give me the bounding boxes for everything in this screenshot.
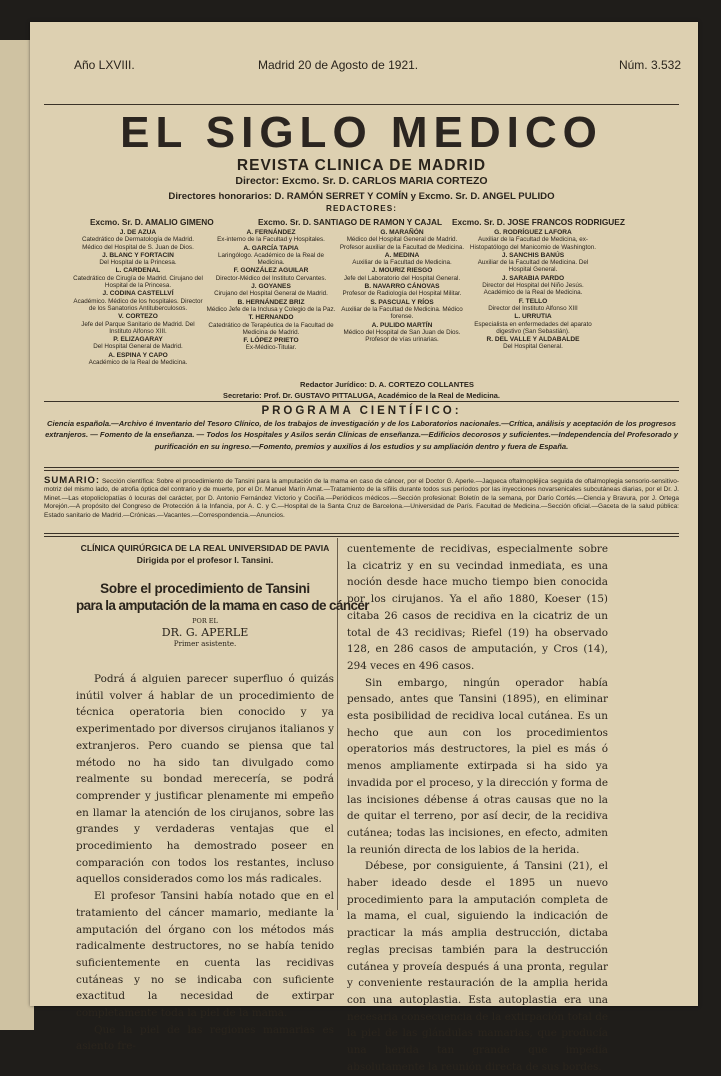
staff-name: G. MARAÑÓN (380, 229, 424, 236)
staff-name: F. LÓPEZ PRIETO (243, 337, 299, 345)
chief-editor-2: Excmo. Sr. D. SANTIAGO DE RAMON Y CAJAL (258, 217, 443, 227)
article-author-role: Primer asistente. (173, 639, 237, 648)
staff-description: Del Hospital General. (503, 343, 563, 351)
staff-name: T. HERNANDO (248, 314, 294, 322)
programa-rule-bottom (44, 470, 679, 471)
staff-name: J. SANCHIS BANÚS (501, 251, 565, 259)
staff-description: Auxiliar de la Facultad de Medicina. (352, 259, 452, 267)
programa-rule-top (44, 467, 679, 468)
issue-number: Núm. 3.532 (618, 58, 681, 72)
paragraph: Débese, por consiguiente, á Tansini (21), el haber ideado desde el 1895 un nuevo procedimiento para la amputación completa de la mama, el cual, siguiendo la indicación de practicar la más amplia destrucción, dictaba reglas precisas también para la destrucción cutánea y proveía después á una pronta, regular y conveniente restauración de la amplia herida con una autoplastia. Esta autoplastia era una necesaria consecuencia de la extirpación total de la piel de las glándulas mamarias, que producía una herida tan grande que impedía absolutamente la reunión directa de sus bordes. (347, 860, 608, 1073)
paragraph: cuentemente de recidivas, especialmente sobre la cicatriz y en su vecindad inmediata, es una noción desde hace mucho tiempo bien conocida por los cirujanos. Ya el año 1880, Koeser (15) citaba 26 casos de recidiva en la cicatriz de un total de 43 recidivas; Riefel (19) ha observado 128, en 286 casos de amputación, y Cros (14), 294 veces en 496 casos. (347, 543, 608, 672)
staff-description: Profesor de Radiología del Hospital Militar. (342, 290, 462, 298)
staff-description: Del Hospital General de Madrid. (93, 343, 183, 351)
staff-description: Jefe del Laboratorio del Hospital General. (343, 274, 461, 282)
sumario-text: Sección científica: Sobre el procedimiento de Tansini para la amputación de la mama en caso de cáncer, por el Doctor G. Aperle.—Jaqueca oftalmopléjica seguida de oftalmoplegia sensorio-sensitivo-motriz del mismo lado, de atrofia óptica del contrario y de muerte, por el Dr. Manuel Marín Amat.—Tratamiento de la sífilis durante todos sus períodos por las inyecciones novarsenicales subcutáneas diarias, por el Dr. J. Minet.—Las etopoliclopatías ó locuras del carácter, por D. Antonio Fernández Victorio y Cociña.—Periódicos médicos.—Sección profesional: Boletín de la semana, por Darío Cortés.—Ciencia y Bravura, por J. Ortega Morejón.—A propósito del Congreso de Protección á la Infancia, por A. C. y C.—Hospital de la Santa Cruz de Barcelona.—Universidad de París. Facultad de Medicina.—Sección oficial.—Gaceta de la salud pública: Estado sanitario de Madrid.—Crónicas.—Vacantes.—Correspondencia.—Anuncios. (44, 478, 679, 519)
staff-rule (44, 401, 679, 402)
staff-column-2 (206, 228, 336, 352)
staff-description: Especialista en enfermedades del aparato digestivo (San Sebastián). (474, 320, 592, 335)
staff-name: R. DEL VALLE Y ALDABALDE (486, 336, 580, 344)
staff-description: Jefe del Parque Sanitario de Madrid. Del Instituto Alfonso XIII. (81, 320, 195, 335)
issue-year: Año LXVIII. (74, 58, 135, 72)
staff-description: Ex-interno de la Facultad y Hospitales. (217, 236, 325, 244)
staff-description: Académico. Médico de los hospitales. Director de los Sanatorios Antituberculosos. (73, 297, 203, 312)
article-right-column (347, 541, 608, 1076)
chief-editor-3: Excmo. Sr. D. JOSE FRANCOS RODRIGUEZ (452, 217, 625, 227)
staff-description: Catedrático de Dermatología de Madrid. Médico del Hospital de S. Juan de Dios. (81, 236, 194, 251)
staff-description: Auxiliar de la Facultad de Medicina. Del Hospital General. (477, 259, 589, 274)
paragraph: El profesor Tansini había notado que en el tratamiento del cáncer mamario, mediante la amputación del órgano con los métodos más radicalmente destructores, no se había tenido suficientemente en cuenta las recidivas cutáneas y no se indicaba con suficiente exactitud la necesidad de extirpar completamente toda la piel de la mama. (76, 890, 334, 1020)
redactores-heading: REDACTORES: (326, 204, 397, 213)
staff-description: Director del Instituto Alfonso XIII (488, 304, 578, 312)
staff-name: P. ELIZAGARAY (113, 336, 163, 344)
staff-description: Director-Médico del Instituto Cervantes. (215, 274, 327, 282)
staff-name: J. GOYANES (251, 283, 291, 291)
staff-description: Ex-Médico-Titular. (245, 344, 297, 352)
paragraph: Sin embargo, ningún operador había pensado, antes que Tansini (1895), en eliminar esta posibilidad de recidiva local cutánea. Es un hecho que aun con los procedimientos operatorios más destructores, la piel es más ó menos ampliamente extirpada si ha sido ya invadida por el proceso, y la dirección y forma de las incisiones débense á otras causas que no la de quitar el terreno, por así decir, de la recidiva cutánea; todas las incisiones, en efecto, admiten la reunión directa de los labios de la herida. (347, 676, 608, 856)
issue-line (42, 58, 681, 80)
staff-name: F. TELLO (518, 297, 548, 305)
staff-name: S. PASCUAL Y RÍOS (370, 298, 434, 306)
staff-name: A. GARCÍA TAPIA (243, 244, 299, 252)
staff-description: Académico de la Real de Medicina. (88, 359, 188, 367)
staff-description: Laringólogo. Académico de la Real de Medicina. (217, 251, 325, 267)
issue-date: Madrid 20 de Agosto de 1921. (258, 58, 419, 72)
paragraph: Podrá á alguien parecer superfluo ó quizás inútil volver á hablar de un procedimiento de técnica operatoria bien conocido y ya experimentado por diversos cirujanos italianos y extranjeros. Pero cuando se piensa que tal método no ha sido tan divulgado como realmente su bondad merecería, se podrá comprender y justificar plenamente mi empeño en llamar la atención de los cirujanos, sobre las grandes y verdaderas ventajas que el procedimiento ha demostrado poseer en comparación con todos los restantes, incluso aquellos considerados como los más radicales. (76, 673, 334, 886)
sumario-label: SUMARIO: (44, 475, 101, 486)
article-directed: Dirigida por el profesor I. Tansini. (136, 555, 274, 565)
staff-name: B. HERNÁNDEZ BRIZ (237, 298, 305, 306)
chief-editor-1: Excmo. Sr. D. AMALIO GIMENO (90, 217, 214, 227)
staff-name: A. ESPINA Y CAPO (108, 351, 168, 359)
article-author: DR. G. APERLE (161, 626, 249, 639)
article-left-column (76, 540, 369, 1055)
paragraph: Que la piel de las regiones mamarias es asiento fre- (76, 1023, 334, 1053)
staff-description: Médico del Hospital General de Madrid. Profesor auxiliar de la Facultad de Medicina. (339, 236, 465, 251)
staff-name: A. FERNÁNDEZ (246, 229, 296, 236)
header-rule (44, 104, 679, 105)
programa-heading: PROGRAMA CIENTÍFICO: (261, 405, 462, 417)
masthead-director: Director: Excmo. Sr. D. CARLOS MARIA CORTEZO (235, 175, 488, 187)
staff-column-4 (468, 228, 598, 351)
staff-name: B. NAVARRO CÁNOVAS (364, 283, 440, 291)
staff-name: J. DE AZUA (119, 229, 157, 236)
staff-name: L. CARDENAL (115, 267, 161, 275)
staff-column-3 (337, 228, 467, 343)
staff-name: J. CODINA CASTELLVÍ (102, 290, 174, 298)
staff-description: Catedrático de Cirugía de Madrid. Cirujano del Hospital de la Princesa. (73, 274, 203, 290)
staff-description: Médico Jefe de la Inclusa y Colegio de la Paz. (206, 305, 336, 313)
staff-name: G. RODRÍGUEZ LAFORA (494, 229, 572, 236)
staff-column-1 (72, 228, 204, 366)
masthead-title: EL SIGLO MEDICO (120, 108, 603, 157)
staff-name: F. GONZÁLEZ AGUILAR (233, 267, 309, 275)
secretario: Secretario: Prof. Dr. GUSTAVO PITTALUGA, Académico de la Real de Medicina. (223, 391, 500, 400)
masthead-honorary: Directores honorarios: D. RAMÓN SERRET Y COMÍN y Excmo. Sr. D. ANGEL PULIDO (168, 191, 555, 202)
staff-description: Cirujano del Hospital General de Madrid. (214, 290, 328, 298)
staff-description: Catedrático de Terapéutica de la Facultad de Medicina de Madrid. (208, 321, 334, 336)
staff-name: A. MEDINA (384, 251, 420, 259)
redactor-juridico: Redactor Jurídico: D. A. CORTEZO COLLANTES (300, 380, 474, 389)
sumario-rule-top (44, 533, 679, 534)
adjacent-page-edge (0, 40, 34, 1030)
article-title-line1: Sobre el procedimiento de Tansini (100, 581, 310, 596)
article-por: POR EL (192, 617, 218, 625)
article-clinic: CLÍNICA QUIRÚRGICA DE LA REAL UNIVERSIDAD DE PAVIA (80, 543, 330, 553)
staff-description: Auxiliar de la Facultad de Medicina, ex-Histopatólogo del Manicomio de Washington. (469, 236, 597, 251)
staff-description: Director del Hospital del Niño Jesús. Académico de la Real de Medicina. (482, 282, 584, 297)
masthead-subtitle: REVISTA CLINICA DE MADRID (236, 157, 487, 174)
column-divider (337, 538, 338, 910)
article-title-line2: para la amputación de la mama en caso de cáncer (76, 598, 369, 613)
staff-name: L. URRUTIA (514, 313, 552, 321)
staff-name: V. CORTEZO (118, 313, 158, 321)
sumario (44, 477, 679, 520)
staff-name: A. PULIDO MARTÍN (371, 321, 433, 329)
staff-description: Auxiliar de la Facultad de Medicina. Médico forense. (341, 305, 463, 321)
sumario-rule-bottom (44, 536, 679, 537)
staff-name: J. MOURIZ RIESGO (371, 267, 433, 275)
staff-name: J. SARABIA PARDO (501, 274, 565, 282)
staff-name: J. BLANC Y FORTACIN (102, 251, 174, 259)
staff-description: Del Hospital de la Princesa. (99, 259, 177, 267)
programa-text: Ciencia española.—Archivo é Inventario del Tesoro Clínico, de los trabajos de investigación y de los Laboratorios nacionales.—Crítica, análisis y aceptación de los progresos extranjeros. — Fomento de la enseñanza. — Todos los Hospitales y Asilos serán Clínicas de enseñanza.—Edificios decorosos y suficientes.—Independencia del Profesorado y purificación en su ingreso.—Fomento, premios y auxilios á los estudios y su ampliación dentro y fuera de España. (45, 419, 678, 451)
staff-description: Médico del Hospital de San Juan de Dios. Profesor de vías urinarias. (343, 328, 461, 344)
